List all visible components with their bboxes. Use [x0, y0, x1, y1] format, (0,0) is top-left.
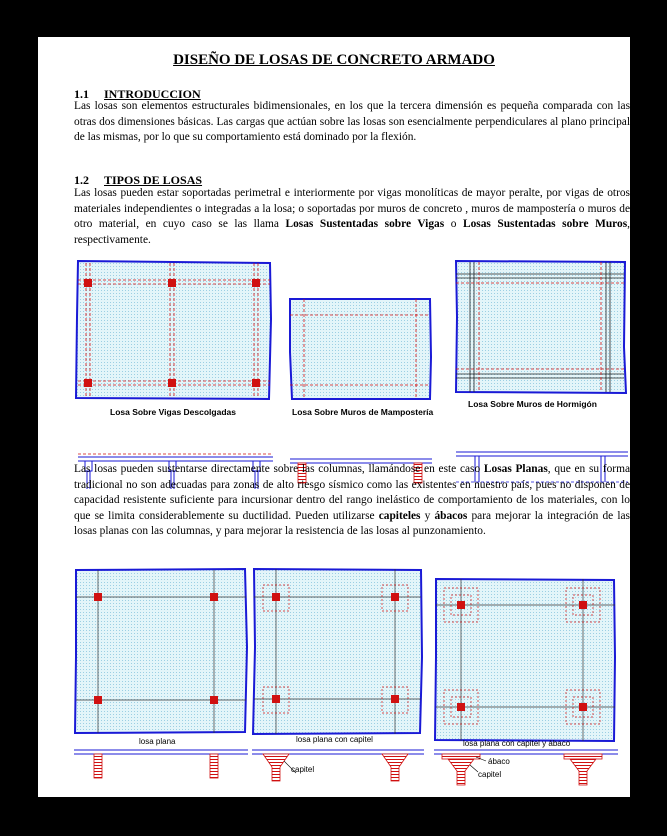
slab-on-concrete-walls-figure	[456, 261, 628, 482]
section-title: TIPOS DE LOSAS	[104, 173, 203, 187]
section-number: 1.2	[74, 173, 89, 187]
figures-row-1	[38, 257, 630, 457]
text-run: Las losas pueden estar soportadas perimetral e interiormente por vigas monolíticas de mayor peralte, por vigas de otros materiales independientes o integradas a la losa; o soportadas por muros de concreto , muros de mampostería o muros de otro material, en cuyo caso se las llama	[74, 187, 630, 230]
bold-term: Losas Planas	[483, 463, 548, 475]
section-number: 1.1	[74, 87, 89, 101]
bold-term: capiteles	[378, 509, 421, 522]
label-capitel: capitel	[291, 765, 315, 774]
text-run: para mejorar la integración de las losas planas con las columnas, y para mejorar la resistencia de las losas al punzonamiento.	[74, 509, 630, 537]
flat-slab-figure	[74, 569, 248, 778]
page-title: DISEÑO DE LOSAS DE CONCRETO ARMADO	[173, 52, 495, 68]
caption-flat-slab: losa plana	[139, 737, 176, 746]
label-abaco: ábaco	[488, 757, 510, 766]
text-run: y	[420, 509, 435, 522]
flat-slab-with-capital-and-drop-panel-figure	[434, 579, 618, 785]
slab-on-beams-figure	[76, 261, 273, 489]
document-page	[38, 37, 630, 797]
caption-flat-slab-capital-abaco: losa plana con capitel y ábaco	[463, 739, 571, 748]
text-run: , que en su forma tradicional no son adecuadas para zonas de alto riesgo sísmico como las existentes en nuestro país, pues no disponen de capacidad resistente suficiente para incursionar dentro del rango inelástico de comportamiento de los materiales, con lo que se limita considerablemente su ductilidad. Pueden utilizarse	[74, 463, 630, 522]
flat-slab-with-capital-figure	[252, 569, 424, 781]
bold-term: Losas Sustentadas sobre Vigas	[285, 218, 445, 230]
bold-term: ábacos	[434, 509, 468, 522]
caption-slab-on-beams: Losa Sobre Vigas Descolgadas	[110, 407, 236, 417]
bold-term: Losas Sustentadas sobre Muros	[462, 218, 628, 230]
intro-paragraph: Las losas son elementos estructurales bidimensionales, en los que la tercera dimensión es pequeña comparada con las otras dos dimensiones básicas. Las cargas que actúan sobre las losas son esencialmente perpendiculares al plano principal de las mismas, por lo que su comportamiento está dominado por la flexión.	[74, 100, 630, 143]
text-run: Las losas pueden sustentarse directamente sobre las columnas, llamándose en este caso	[74, 463, 484, 475]
caption-flat-slab-capital: losa plana con capitel	[296, 735, 373, 744]
text-run: , respectivamente.	[74, 218, 630, 246]
label-capitel-2: capitel	[478, 770, 502, 779]
tipos-paragraph-2	[74, 462, 630, 540]
section-title: INTRODUCCION	[104, 87, 201, 101]
caption-slab-on-masonry: Losa Sobre Muros de Mampostería	[292, 407, 434, 417]
text-run: o	[444, 218, 463, 230]
slab-on-masonry-walls-figure	[290, 299, 432, 483]
caption-slab-on-concrete: Losa Sobre Muros de Hormigón	[468, 399, 597, 409]
figures-row-2	[38, 567, 630, 797]
tipos-paragraph-1	[74, 186, 630, 248]
